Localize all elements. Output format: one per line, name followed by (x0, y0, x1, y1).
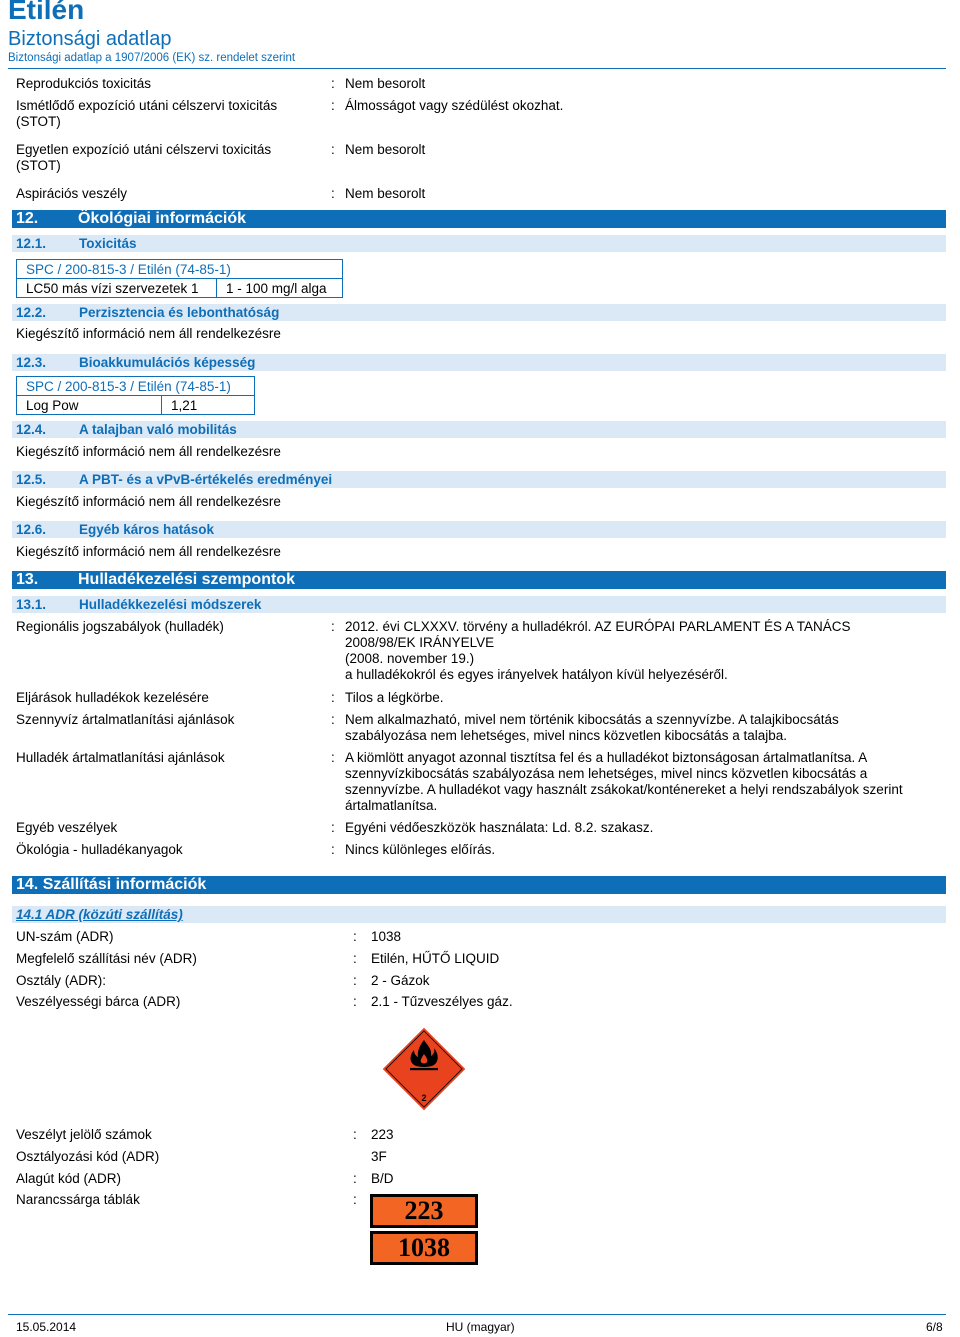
row-colon: : (331, 842, 335, 857)
subsection-number: 12.5. (16, 472, 47, 487)
row-colon: : (353, 1127, 357, 1142)
row-value: Álmosságot vagy szédülést okozhat. (345, 98, 564, 113)
info-text-12-2: Kiegészítő információ nem áll rendelkezésre (16, 326, 281, 341)
row-label: Alagút kód (ADR) (16, 1171, 122, 1186)
document-subtitle: Biztonsági adatlap (8, 28, 172, 50)
table-cell-label: LC50 más vízi szervezetek 1 (17, 279, 217, 298)
row-label: Hulladék ártalmatlanítási ajánlások (16, 750, 225, 765)
info-text-12-5: Kiegészítő információ nem áll rendelkezésre (16, 494, 281, 509)
row-label: Egyetlen expozíció utáni célszervi toxicitás (STOT) (16, 142, 272, 173)
row-label: Narancssárga táblák (16, 1192, 140, 1207)
row-colon: : (331, 186, 335, 201)
value-line: szabályozása nem lehetséges, mivel nincs közvetlen kibocsátás a talajba. (345, 728, 787, 743)
adr-row-tunnel-code (16, 1171, 946, 1187)
value-line: 2008/98/EK IRÁNYELVE (345, 635, 495, 650)
row-label: UN-szám (ADR) (16, 929, 114, 944)
value-line: 2012. évi CLXXXV. törvény a hulladékról. AZ EURÓPAI PARLAMENT ÉS A TANÁCS (345, 619, 851, 634)
info-text-12-4: Kiegészítő információ nem áll rendelkezésre (16, 444, 281, 459)
flammable-gas-diamond-icon (381, 1026, 467, 1112)
section-title: Hulladékezelési szempontok (78, 571, 295, 588)
bioaccumulation-table (16, 376, 255, 415)
row-colon (353, 1149, 371, 1165)
adr-row-shipping-name (16, 951, 946, 967)
subsection-12-1 (12, 235, 946, 252)
value-line: Egyéni védőeszközök használata: Ld. 8.2. szakasz. (345, 820, 654, 835)
orange-plate-hazard-number: 223 (370, 1194, 478, 1228)
subsection-number: 12.1. (16, 236, 47, 251)
row-label: Osztályozási kód (ADR) (16, 1149, 160, 1164)
flammable-gas-diamond-svg (381, 1026, 467, 1112)
row-value: B/D (371, 1171, 394, 1186)
row-value (345, 820, 946, 836)
table-cell-value: 1,21 (162, 396, 255, 415)
section-number: 12. (16, 210, 39, 227)
row-label: Reprodukciós toxicitás (16, 76, 152, 91)
table-header: SPC / 200-815-3 / Etilén (74-85-1) (17, 260, 343, 279)
subsection-title: A talajban való mobilitás (79, 422, 237, 437)
subsection-12-3 (12, 354, 946, 371)
row-colon: : (331, 76, 335, 91)
subsection-14-1 (12, 906, 946, 923)
section-13-header (12, 571, 946, 589)
row-value: Nem besorolt (345, 186, 426, 201)
regulation-text: Biztonsági adatlap a 1907/2006 (EK) sz. rendelet szerint (8, 52, 296, 64)
adr-row-orange-plates (16, 1192, 946, 1208)
subsection-title: Perzisztencia és lebonthatóság (79, 305, 280, 320)
value-line: (2008. november 19.) (345, 651, 475, 666)
adr-row-hazard-number (16, 1127, 946, 1143)
row-colon: : (353, 1171, 357, 1186)
section-number: 13. (16, 571, 39, 588)
footer-language: HU (magyar) (446, 1320, 515, 1334)
value-line: szennyvízkibocsátás szabályozása nem lehetséges, mivel nincs közvetlen kibocsátás a (345, 766, 868, 781)
row-value: 223 (371, 1127, 394, 1142)
waste-row-other-hazards (16, 820, 946, 836)
table-cell-value: 1 - 100 mg/l alga (217, 279, 343, 298)
subsection-title: Egyéb káros hatások (79, 522, 215, 537)
row-label: Osztály (ADR): (16, 973, 107, 988)
row-label: Szennyvíz ártalmatlanítási ajánlások (16, 712, 235, 727)
toxicity-table (16, 259, 343, 298)
adr-row-class (16, 973, 946, 989)
tox-row-stot-single (16, 142, 946, 174)
row-colon: : (331, 750, 335, 765)
row-colon: : (331, 142, 335, 157)
value-line: Tilos a légkörbe. (345, 690, 444, 705)
value-line: Nem alkalmazható, mivel nem történik kibocsátás a szennyvízbe. A talajkibocsátás (345, 712, 839, 727)
subsection-number: 12.3. (16, 355, 47, 370)
diamond-class-number: 2 (421, 1093, 427, 1103)
row-label: Megfelelő szállítási név (ADR) (16, 951, 197, 966)
section-title: 14. Szállítási információk (16, 876, 207, 893)
row-value: Nem besorolt (345, 142, 426, 157)
row-value (345, 690, 946, 706)
row-colon: : (331, 820, 335, 835)
subsection-12-4 (12, 421, 946, 438)
footer-divider (8, 1314, 946, 1315)
row-colon: : (331, 619, 335, 634)
row-colon: : (353, 951, 357, 966)
row-label: Ismétlődő expozíció utáni célszervi toxicitás (STOT) (16, 98, 278, 129)
subsection-title: Bioakkumulációs képesség (79, 355, 256, 370)
waste-row-sewage (16, 712, 946, 744)
adr-row-label (16, 994, 946, 1010)
row-colon: : (353, 1192, 357, 1207)
subsection-13-1 (12, 596, 946, 613)
value-line: szennyvízbe. A hulladékot vagy használt zsákokat/konténereket a helyi rendszabályok szerint (345, 782, 903, 797)
row-label: Veszélyt jelölő számok (16, 1127, 152, 1142)
subsection-number: 13.1. (16, 597, 47, 612)
row-label: Ökológia - hulladékanyagok (16, 842, 183, 857)
subsection-12-6 (12, 521, 946, 538)
value-line: ártalmatlanítsa. (345, 798, 438, 813)
subsection-12-2 (12, 304, 946, 321)
row-value (345, 712, 946, 744)
row-value: 3F (371, 1149, 387, 1164)
waste-row-disposal (16, 750, 946, 814)
document-title: Etilén (8, 0, 85, 25)
tox-row-stot-repeated (16, 98, 946, 130)
row-value: Etilén, HŰTŐ LIQUID (371, 951, 500, 966)
adr-row-un-number (16, 929, 946, 945)
tox-row-reproductive (16, 76, 946, 92)
value-line: Nincs különleges előírás. (345, 842, 496, 857)
orange-plate-un-number: 1038 (370, 1231, 478, 1265)
footer-date: 15.05.2014 (16, 1320, 77, 1334)
row-label: Regionális jogszabályok (hulladék) (16, 619, 224, 634)
waste-row-procedures (16, 690, 946, 706)
row-value: Nem besorolt (345, 76, 426, 91)
footer-page-number: 6/8 (926, 1320, 943, 1334)
subsection-title: A PBT- és a vPvB-értékelés eredményei (79, 472, 333, 487)
subsection-number: 12.2. (16, 305, 47, 320)
row-colon: : (353, 973, 357, 988)
value-line: a hulladékokról és egyes irányelvek hatályon kívül helyezéséről. (345, 667, 728, 682)
waste-row-regional (16, 619, 946, 683)
row-value: 2 - Gázok (371, 973, 430, 988)
subsection-number: 12.6. (16, 522, 47, 537)
row-value (345, 842, 946, 858)
row-value: 2.1 - Tűzveszélyes gáz. (371, 994, 513, 1009)
subsection-number: 12.4. (16, 422, 47, 437)
subsection-12-5 (12, 471, 946, 488)
adr-row-classification-code (16, 1149, 946, 1165)
waste-row-ecology (16, 842, 946, 858)
row-colon: : (331, 712, 335, 727)
subsection-title: Hulladékkezelési módszerek (79, 597, 262, 612)
subsection-title: 14.1 ADR (közúti szállítás) (16, 907, 183, 922)
tox-row-aspiration (16, 186, 946, 202)
header-divider (8, 68, 946, 69)
info-text-12-6: Kiegészítő információ nem áll rendelkezésre (16, 544, 281, 559)
row-colon: : (353, 929, 357, 944)
row-label: Veszélyességi bárca (ADR) (16, 994, 181, 1009)
row-label: Eljárások hulladékok kezelésére (16, 690, 209, 705)
row-label: Aspirációs veszély (16, 186, 128, 201)
row-colon: : (331, 690, 335, 705)
row-colon: : (331, 98, 335, 113)
row-colon: : (353, 994, 357, 1009)
subsection-title: Toxicitás (79, 236, 137, 251)
row-label: Egyéb veszélyek (16, 820, 118, 835)
row-value (345, 750, 946, 814)
section-12-header (12, 210, 946, 228)
table-cell-label: Log Pow (17, 396, 162, 415)
value-line: A kiömlött anyagot azonnal tisztítsa fel és a hulladékot biztonságosan ártalmatlanítsa. A (345, 750, 868, 765)
section-title: Ökológiai információk (78, 210, 247, 227)
row-value: 1038 (371, 929, 402, 944)
table-header: SPC / 200-815-3 / Etilén (74-85-1) (17, 377, 255, 396)
section-14-header (12, 876, 946, 894)
row-value (345, 619, 946, 683)
